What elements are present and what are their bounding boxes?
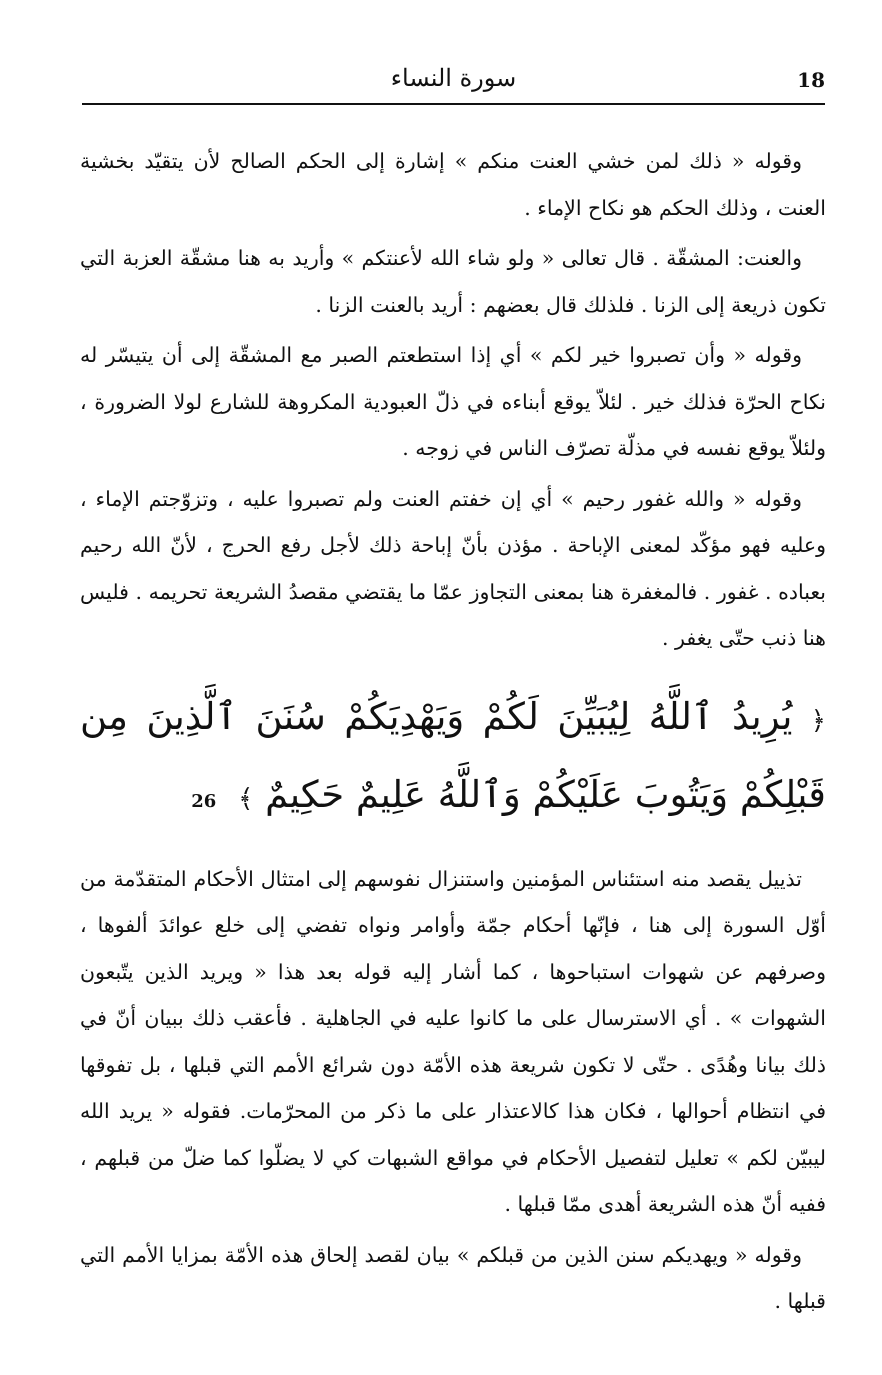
- paragraph-1: وقوله « ذلك لمن خشي العنت منكم » إشارة إلى الحكم الصالح لأن يتقيّد بخشية العنت ، وذلك الحكم هو نكاح الإماء .: [80, 149, 826, 220]
- verse-text: يُرِيدُ ٱللَّهُ لِيُبَيِّنَ لَكُمْ وَيَهْدِيَكُمْ سُنَنَ ٱلَّذِينَ مِن قَبْلِكُمْ وَيَتُوبَ عَلَيْكُمْ وَٱللَّهُ عَلِيمٌ حَكِيمٌ: [80, 694, 826, 816]
- verse-number: 26: [191, 790, 217, 812]
- paragraph-3: وقوله « وأن تصبروا خير لكم » أي إذا استطعتم الصبر مع المشقّة إلى أن يتيسّر له نكاح الحرّة فذلك خير . لئلاّ يوقع أبناءه في ذلّ العبودية المكروهة للشارع لولا الضرورة ، ولئلاّ يوقع نفسه في مذلّة تصرّف الناس في زوجه .: [80, 343, 826, 460]
- header-divider: [82, 103, 825, 105]
- verse-open-bracket: ﴿: [810, 705, 826, 736]
- page-body: [80, 138, 826, 1329]
- paragraph-5: تذييل يقصد منه استئناس المؤمنين واستنزال نفوسهم إلى امتثال الأحكام المتقدّمة من أوّل السورة إلى هنا ، فإنّها أحكام جمّة وأوامر ونواه تفضي إلى خلع عوائدَ ألفوها ، وصرفهم عن شهوات استباحوها ، كما أشار إليه قوله بعد هذا « ويريد الذين يتّبعون الشهوات » . أي الاسترسال على ما كانوا عليه في الجاهلية . فأعقب ذلك ببيان أنّ في ذلك بيانا وهُدًى . حتّى لا تكون شريعة هذه الأمّة دون شرائع الأمم التي قبلها ، بل تفوقها في انتظام أحوالها ، فكان هذا كالاعتذار على ما ذكر من المحرّمات. فقوله « يريد الله ليبيّن لكم » تعليل لتفصيل الأحكام في مواقع الشبهات كي لا يضلّوا كما ضلّ من قبلهم ، ففيه أنّ هذه الشريعة أهدى ممّا قبلها .: [80, 866, 826, 1216]
- quran-verse: [80, 680, 826, 838]
- paragraph-2: والعنت: المشقّة . قال تعالى « ولو شاء الله لأعنتكم » وأريد به هنا مشقّة العزبة التي تكون ذريعة إلى الزنا . فلذلك قال بعضهم : أريد بالعنت الزنا .: [80, 246, 826, 317]
- page-header: [82, 62, 825, 102]
- running-title: سورة النساء: [390, 64, 517, 92]
- verse-close-bracket: ﴾: [238, 783, 254, 814]
- paragraph-4: وقوله « والله غفور رحيم » أي إن خفتم العنت ولم تصبروا عليه ، وتزوّجتم الإماء ، وعليه فهو مؤكّد لمعنى الإباحة . مؤذن بأنّ إباحة ذلك لأجل رفع الحرج ، لأنّ الله رحيم بعباده . غفور . فالمغفرة هنا بمعنى التجاوز عمّا ما يقتضي مقصدُ الشريعة تحريمه . فليس هنا ذنب حتّى يغفر .: [80, 486, 826, 650]
- paragraph-6: وقوله « ويهديكم سنن الذين من قبلكم » بيان لقصد إلحاق هذه الأمّة بمزايا الأمم التي قبلها .: [80, 1242, 826, 1313]
- page-number: 18: [797, 68, 825, 92]
